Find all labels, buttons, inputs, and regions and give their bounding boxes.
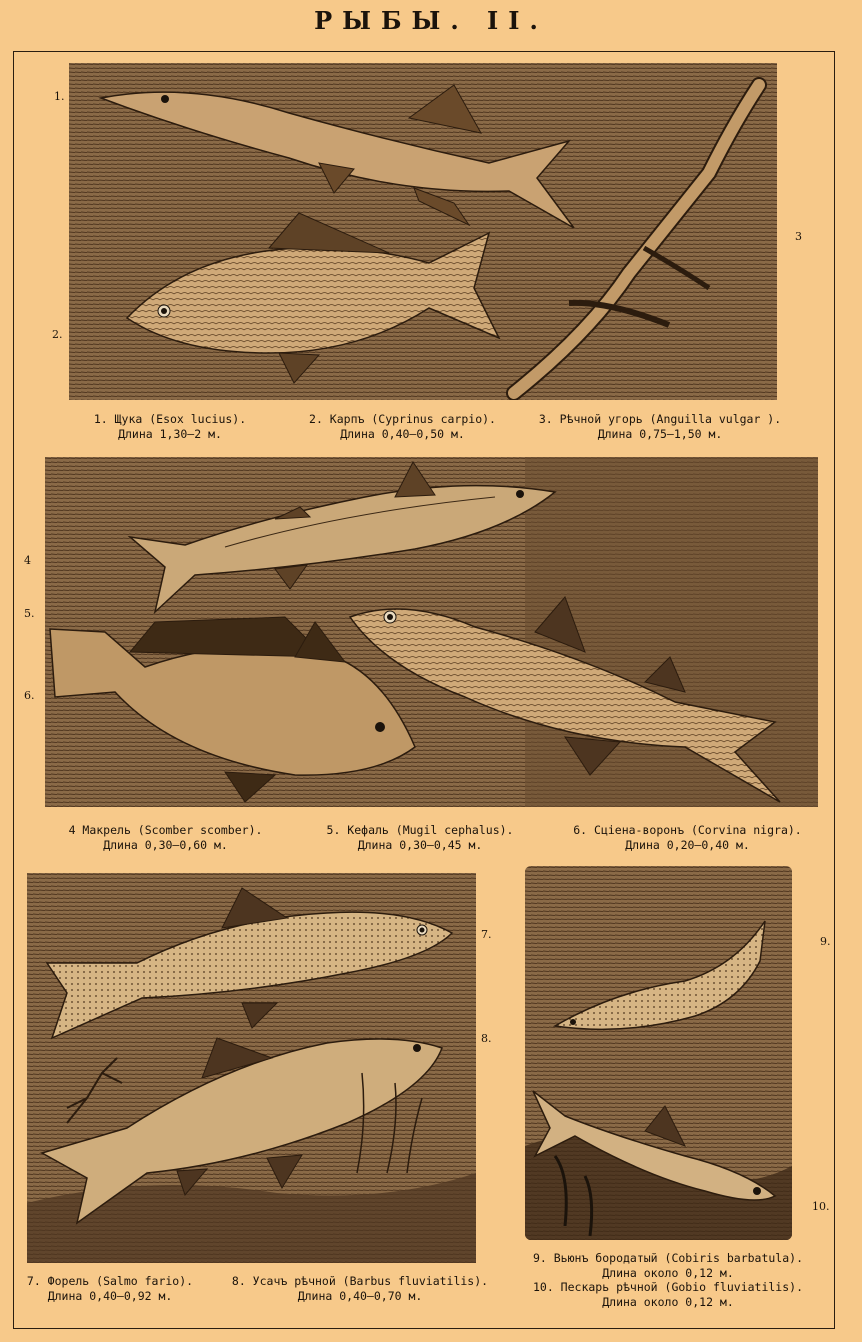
caption-fish-7-length: Длина 0,40—0,92 м. <box>47 1289 173 1303</box>
label-fish-3: 3 <box>795 230 802 243</box>
caption-fish-1 <box>70 412 270 442</box>
label-fish-7: 7. <box>481 928 492 941</box>
caption-fish-4-name: 4 Макрель (Scomber scomber). <box>68 823 263 837</box>
caption-fish-9-length: Длина около 0,12 м. <box>602 1266 734 1280</box>
plate-bottom-right-illustration <box>525 866 792 1240</box>
label-fish-8: 8. <box>481 1032 492 1045</box>
caption-fish-8-length: Длина 0,40—0,70 м. <box>297 1289 423 1303</box>
caption-fish-9-name: 9. Вьюнъ бородатый (Cobiris barbatula). <box>532 1251 804 1265</box>
caption-fish-10 <box>518 1280 818 1310</box>
caption-fish-3 <box>530 412 790 442</box>
caption-fish-6 <box>560 823 815 853</box>
caption-fish-5 <box>310 823 530 853</box>
caption-fish-5-name: 5. Кефаль (Mugil cephalus). <box>326 823 514 837</box>
label-fish-6: 6. <box>24 689 35 702</box>
caption-fish-2-name: 2. Карпъ (Cyprinus carpio). <box>309 412 496 426</box>
plate-top-illustration <box>69 63 777 400</box>
caption-fish-3-length: Длина 0,75—1,50 м. <box>597 427 723 441</box>
caption-fish-7-name: 7. Форель (Salmo fario). <box>26 1274 194 1288</box>
plate-middle-illustration <box>45 457 818 807</box>
label-fish-2: 2. <box>52 328 63 341</box>
label-fish-1: 1. <box>54 90 65 103</box>
caption-fish-6-name: 6. Сціена-воронъ (Corvina nigra). <box>573 823 802 837</box>
plate-middle <box>45 457 818 807</box>
caption-fish-1-name: 1. Щука (Esox lucius). <box>93 412 247 426</box>
caption-fish-8-name: 8. Усачъ рѣчной (Barbus fluviatilis). <box>231 1274 489 1288</box>
plate-bottom-left <box>27 873 476 1263</box>
caption-fish-5-length: Длина 0,30—0,45 м. <box>357 838 483 852</box>
label-fish-5: 5. <box>24 607 35 620</box>
label-fish-9: 9. <box>820 935 831 948</box>
caption-fish-10-name: 10. Пескарь рѣчной (Gobio fluviatilis). <box>532 1280 804 1294</box>
caption-fish-6-length: Длина 0,20—0,40 м. <box>625 838 750 852</box>
caption-fish-3-name: 3. Рѣчной угорь (Anguilla vulgar ). <box>538 412 782 426</box>
caption-fish-7 <box>20 1274 200 1304</box>
caption-fish-10-length: Длина около 0,12 м. <box>602 1295 734 1309</box>
plate-top <box>69 63 777 400</box>
page-title: РЫБЫ. II. <box>314 6 548 35</box>
label-fish-10: 10. <box>812 1200 830 1213</box>
caption-fish-9 <box>518 1251 818 1281</box>
caption-fish-2 <box>290 412 515 442</box>
caption-fish-2-length: Длина 0,40—0,50 м. <box>340 427 465 441</box>
caption-fish-4 <box>48 823 283 853</box>
label-fish-4: 4 <box>24 554 31 567</box>
plate-bottom-left-illustration <box>27 873 476 1263</box>
caption-fish-8 <box>225 1274 495 1304</box>
caption-fish-4-length: Длина 0,30—0,60 м. <box>103 838 228 852</box>
plate-bottom-right <box>525 866 792 1240</box>
caption-fish-1-length: Длина 1,30—2 м. <box>118 427 222 441</box>
